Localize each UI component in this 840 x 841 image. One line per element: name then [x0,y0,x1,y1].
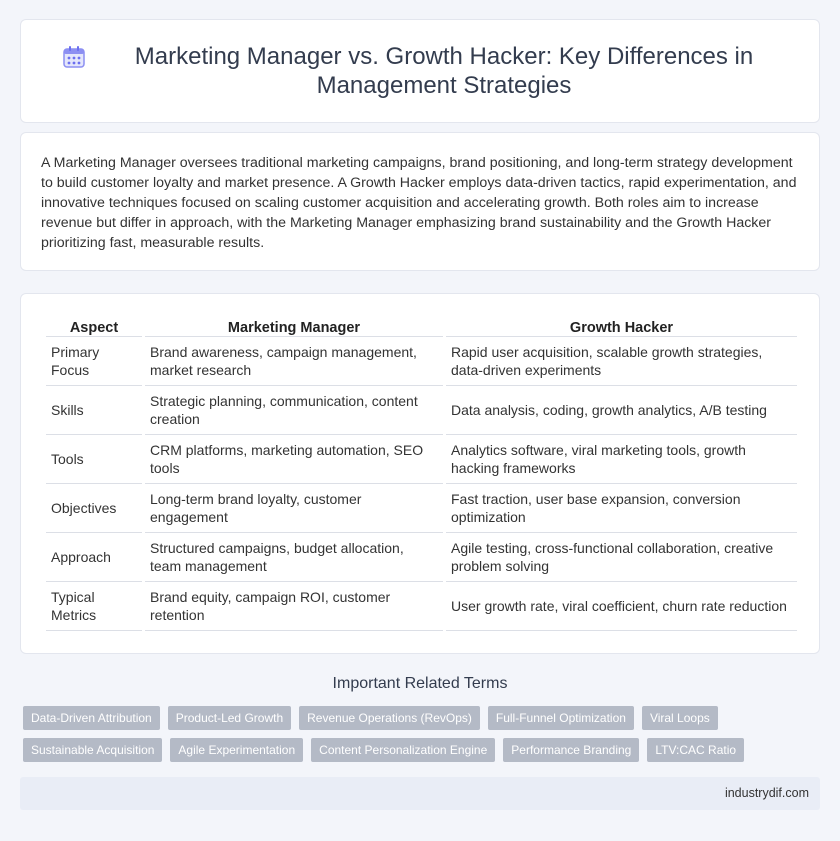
footer-site-link[interactable]: industrydif.com [724,786,809,800]
growth-hacker-cell: Rapid user acquisition, scalable growth strategies, data-driven experiments [446,337,797,386]
table-header-row [46,315,797,337]
growth-hacker-cell: Agile testing, cross-functional collaboration, creative problem solving [446,533,797,582]
table-row [46,435,797,484]
intro-card [20,132,820,271]
calendar-icon [61,44,87,70]
marketing-manager-cell: Long-term brand loyalty, customer engagement [145,484,443,533]
growth-hacker-cell: Analytics software, viral marketing tools, growth hacking frameworks [446,435,797,484]
tag-sustainable-acquisition[interactable]: Sustainable Acquisition [23,738,162,762]
tag-data-driven-attribution[interactable]: Data-Driven Attribution [23,706,160,730]
table-row [46,386,797,435]
tag-ltv-cac-ratio[interactable]: LTV:CAC Ratio [647,738,744,762]
header-card [20,19,820,123]
tag-full-funnel-optimization[interactable]: Full-Funnel Optimization [488,706,634,730]
header-growth-hacker: Growth Hacker [446,315,797,337]
aspect-cell: Tools [46,435,142,484]
tag-performance-branding[interactable]: Performance Branding [503,738,639,762]
related-terms-title: Important Related Terms [332,675,508,692]
table-row [46,582,797,631]
tag-agile-experimentation[interactable]: Agile Experimentation [170,738,303,762]
intro-paragraph: A Marketing Manager oversees traditional marketing campaigns, brand positioning, and long-term strategy development to build customer loyalty and market presence. A Growth Hacker employs data-driven tactics, rapid experimentation, and innovative techniques focused on scaling customer acquisition and accelerating growth. Both roles aim to increase revenue but differ in approach, with the Marketing Manager emphasizing brand sustainability and the Growth Hacker prioritizing fast, measurable results. [41,155,797,251]
table-row [46,484,797,533]
tag-row [23,738,823,762]
marketing-manager-cell: Brand awareness, campaign management, market research [145,337,443,386]
marketing-manager-cell: CRM platforms, marketing automation, SEO tools [145,435,443,484]
aspect-cell: Primary Focus [46,337,142,386]
aspect-cell: Objectives [46,484,142,533]
marketing-manager-cell: Brand equity, campaign ROI, customer retention [145,582,443,631]
table-row [46,337,797,386]
aspect-cell: Skills [46,386,142,435]
growth-hacker-cell: Fast traction, user base expansion, conversion optimization [446,484,797,533]
tag-content-personalization-engine[interactable]: Content Personalization Engine [311,738,495,762]
related-terms-tags [23,706,823,770]
page-title: Marketing Manager vs. Growth Hacker: Key Differences in Management Strategies [134,43,754,99]
header-marketing-manager: Marketing Manager [145,315,443,337]
aspect-cell: Typical Metrics [46,582,142,631]
marketing-manager-cell: Structured campaigns, budget allocation, team management [145,533,443,582]
header-aspect: Aspect [46,315,142,337]
tag-revenue-operations[interactable]: Revenue Operations (RevOps) [299,706,480,730]
table-row [46,533,797,582]
comparison-table-card [20,293,820,654]
marketing-manager-cell: Strategic planning, communication, content creation [145,386,443,435]
tag-product-led-growth[interactable]: Product-Led Growth [168,706,291,730]
tag-viral-loops[interactable]: Viral Loops [642,706,718,730]
footer-bar [20,777,820,810]
aspect-cell: Approach [46,533,142,582]
growth-hacker-cell: Data analysis, coding, growth analytics, A/B testing [446,386,797,435]
tag-row [23,706,823,730]
comparison-table [43,315,800,631]
growth-hacker-cell: User growth rate, viral coefficient, churn rate reduction [446,582,797,631]
